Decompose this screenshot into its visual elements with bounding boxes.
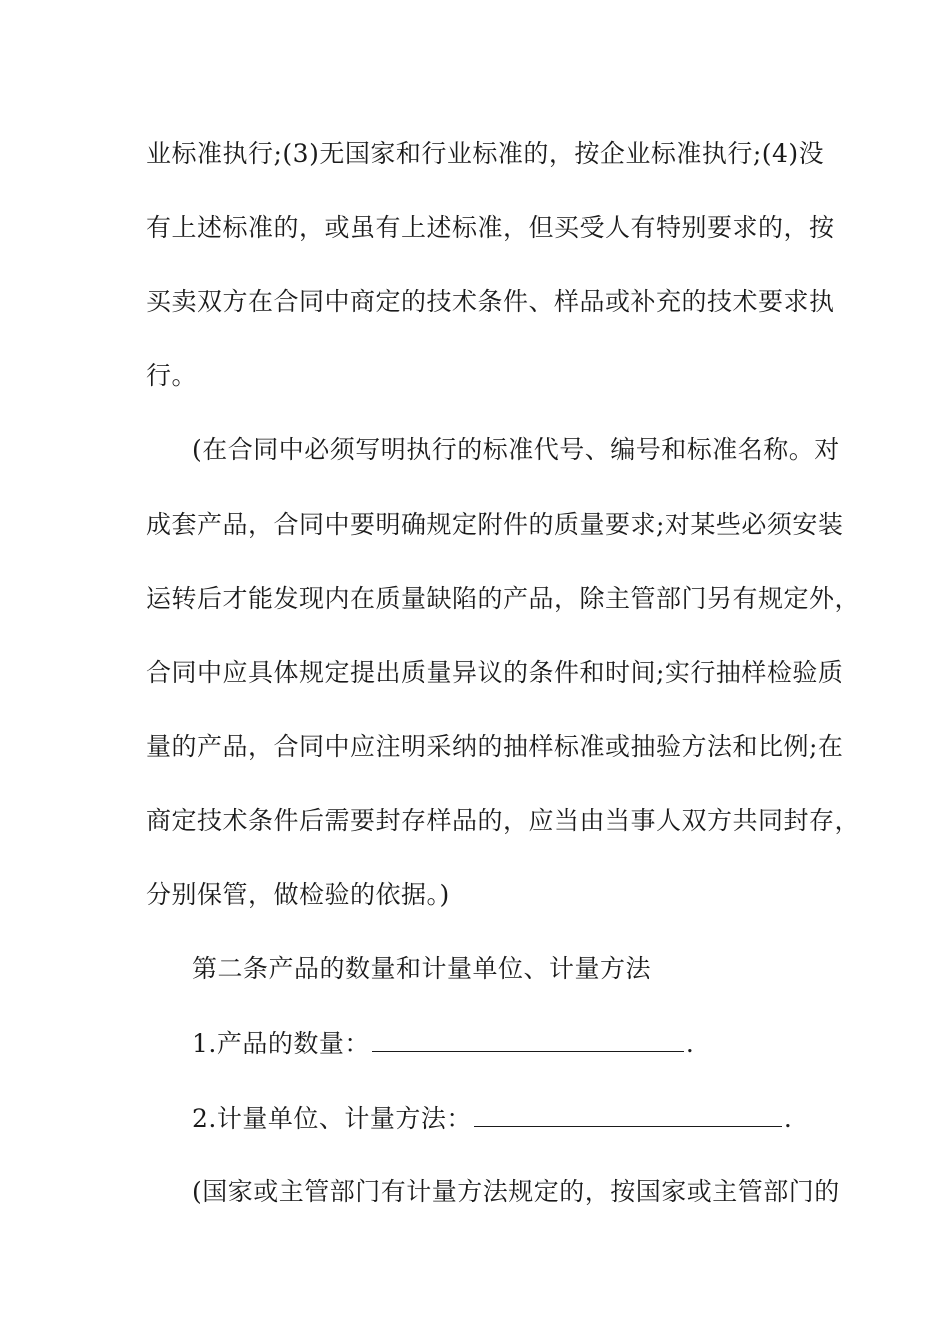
note-paragraph-start: (国家或主管部门有计量方法规定的，按国家或主管部门的 xyxy=(192,1177,840,1206)
quantity-field-row xyxy=(192,1025,872,1062)
paragraph-line: 运转后才能发现内在质量缺陷的产品，除主管部门另有规定外， xyxy=(146,584,861,613)
note-paragraph-start: (在合同中必须写明执行的标准代号、编号和标准名称。对 xyxy=(192,435,840,464)
paragraph-line: 行。 xyxy=(146,361,198,390)
paragraph-line: 分别保管，做检验的依据。) xyxy=(146,880,450,909)
paragraph-line: 合同中应具体规定提出质量异议的条件和时间;实行抽样检验质 xyxy=(146,658,844,687)
quantity-label: 1.产品的数量： xyxy=(192,1029,370,1058)
paragraph-line: 量的产品，合同中应注明采纳的抽样标准或抽验方法和比例;在 xyxy=(146,732,844,761)
section-heading: 第二条产品的数量和计量单位、计量方法 xyxy=(192,954,652,983)
paragraph-line: 有上述标准的，或虽有上述标准，但买受人有特别要求的，按 xyxy=(146,213,835,242)
paragraph-line: 买卖双方在合同中商定的技术条件、样品或补充的技术要求执 xyxy=(146,287,835,316)
unit-method-label: 2.计量单位、计量方法： xyxy=(192,1104,472,1133)
paragraph-line: 成套产品，合同中要明确规定附件的质量要求;对某些必须安装 xyxy=(146,510,844,539)
unit-method-end: . xyxy=(783,1104,793,1133)
quantity-end: . xyxy=(685,1029,695,1058)
unit-method-field-row xyxy=(192,1100,872,1137)
unit-method-blank-field[interactable] xyxy=(474,1100,782,1127)
paragraph-line: 业标准执行;(3)无国家和行业标准的，按企业标准执行;(4)没 xyxy=(146,139,825,168)
quantity-blank-field[interactable] xyxy=(372,1025,684,1052)
paragraph-line: 商定技术条件后需要封存样品的，应当由当事人双方共同封存， xyxy=(146,806,861,835)
